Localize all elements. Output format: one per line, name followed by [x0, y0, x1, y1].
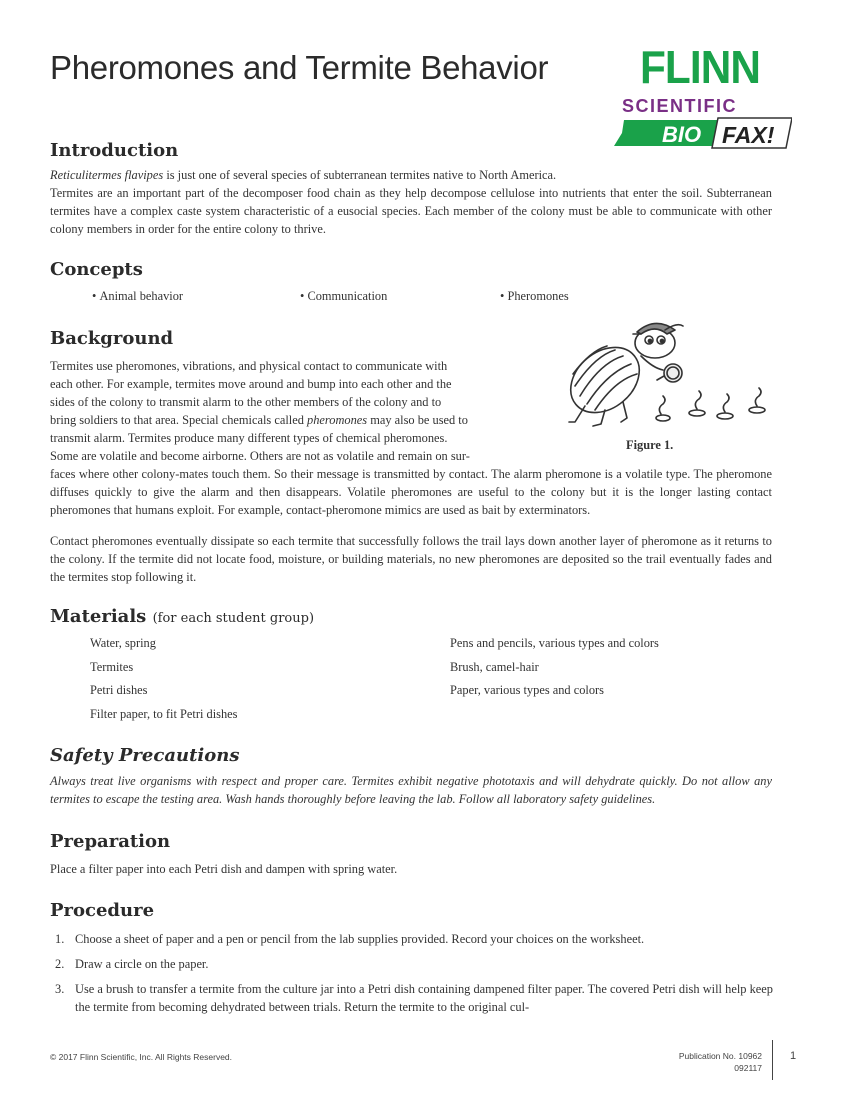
introduction-text-1: is just one of several species of subterranean termites native to North America.	[163, 168, 557, 182]
page-number: 1	[790, 1050, 797, 1062]
material-item: Petri dishes	[90, 683, 148, 697]
background-paragraph-2: Contact pheromones eventually dissipate so each termite that successfully follows the trail lays down another layer of pheromone as it returns to the colony. If the termite did not locate food, moisture, or building materials, no new pheromones are deposited so the trail eventually fades and the termites stop following it.	[50, 534, 772, 584]
concepts-heading: Concepts	[50, 259, 143, 280]
footer-divider	[772, 1040, 773, 1080]
material-item: Filter paper, to fit Petri dishes	[90, 707, 238, 721]
biofax-banner-icon	[614, 116, 792, 150]
concept-item: • Animal behavior	[92, 289, 184, 303]
background-text-rest: faces where other colony-mates touch them. So their message is transmitted by contact. The alarm pheromone is a volatile type. The pheromone diffuses quickly to give the alarm and then disappears. Volatile pheromones are useful to the colony but it is the longer lasting contact pheromones that humans exploit. For example, contact-pheromone mimics are used as bait by exterminators.	[50, 467, 772, 517]
figure-caption: Figure 1.	[626, 438, 674, 452]
logo-bio: BIO	[662, 122, 702, 147]
procedure-step: 3. Use a brush to transfer a termite from the culture jar into a Petri dish containing dampened filter paper. The covered Petri dish will help keep the termite from becoming dehydrated between trials. Return the termite to the original cul-	[55, 982, 773, 1014]
page-title: Pheromones and Termite Behavior	[50, 49, 549, 86]
procedure-step: 2. Draw a circle on the paper.	[55, 957, 209, 971]
logo-sub: SCIENTIFIC	[622, 96, 738, 116]
material-item: Brush, camel-hair	[450, 660, 539, 674]
materials-heading: Materials (for each student group)	[50, 606, 315, 627]
introduction-text	[50, 166, 772, 238]
preparation-text: Place a filter paper into each Petri dish and dampen with spring water.	[50, 862, 398, 876]
logo-fax: FAX!	[722, 122, 775, 148]
species-name: Reticulitermes flavipes	[50, 168, 164, 182]
background-heading: Background	[50, 328, 174, 349]
safety-text: Always treat live organisms with respect and proper care. Termites exhibit negative phototaxis and will dehydrate quickly. Do not allow any termites to escape the testing area. Wash hands thoroughly before leaving the lab. Follow all laboratory safety guidelines.	[50, 774, 772, 806]
copyright: © 2017 Flinn Scientific, Inc. All Rights Reserved.	[50, 1052, 233, 1062]
termite-illustration-icon	[545, 318, 785, 443]
material-item: Pens and pencils, various types and colors	[450, 636, 659, 650]
material-item: Termites	[90, 660, 134, 674]
preparation-heading: Preparation	[50, 831, 171, 852]
logo-brand: FLINN	[640, 41, 760, 93]
material-item: Water, spring	[90, 636, 156, 650]
publication-info: Publication No. 10962 092117	[678, 1051, 762, 1073]
procedure-step: 1. Choose a sheet of paper and a pen or pencil from the lab supplies provided. Record your choices on the worksheet.	[55, 932, 645, 946]
introduction-text-2: Termites are an important part of the decomposer food chain as they help decompose cellulose into nutrients that enter the soil. Subterranean termites have a complex caste system characteristic of a eusocial species. Each member of the colony must be able to communicate with other colony members in order for the entire colony to thrive.	[50, 186, 772, 236]
procedure-heading: Procedure	[50, 900, 155, 921]
background-text-wrapped: Termites use pheromones, vibrations, and physical contact to communicate with each other. For example, termites move around and bump into each other and the sides of the colony to transmit alarm to the other members of the colony and to bring soldiers to that area. Special chemicals called pheromones may also be used to transmit alarm. Termites produce many different types of chemical pheromones. Some are volatile and become airborne. Others are not as volatile and remain on sur-	[50, 359, 470, 463]
safety-heading: Safety Precautions	[50, 745, 240, 766]
material-item: Paper, various types and colors	[450, 683, 605, 697]
concept-item: • Pheromones	[500, 289, 569, 303]
introduction-heading: Introduction	[50, 140, 179, 161]
concept-item: • Communication	[300, 289, 388, 303]
